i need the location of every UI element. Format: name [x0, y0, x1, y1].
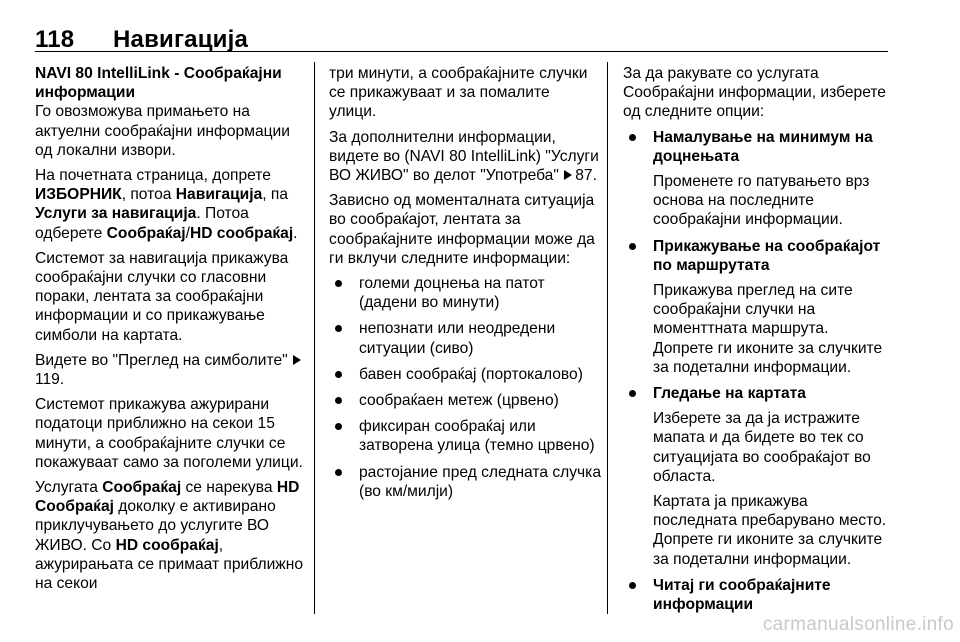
- column-3: [623, 64, 893, 621]
- bullet-icon: [335, 423, 342, 430]
- list-item: фиксиран сообраќај или затворена улица (темно црвено): [329, 417, 601, 455]
- paragraph-live-services-ref: За дополнителни информации, видете во (NAVI 80 IntelliLink) "Услуги ВО ЖИВО" во делот "Употреба" 87.: [329, 128, 599, 185]
- option-description-extra: Картата ја прикажува последната пребарувано место. Допрете ги иконите за случките за подетални информации.: [653, 493, 887, 568]
- paragraph-traffic-bar: Зависно од моменталната ситуација во сообраќајот, лентата за сообраќајните информации може да ги вклучи следните информации:: [329, 192, 595, 267]
- bullet-icon: [629, 134, 636, 141]
- list-item: бавен сообраќај (портокалово): [329, 365, 601, 384]
- column-2: [329, 64, 601, 508]
- page-reference-arrow-icon: [293, 355, 301, 365]
- column-divider-2: [607, 62, 608, 614]
- list-item: растојание пред следната случка (во км/милји): [329, 463, 601, 501]
- bullet-icon: [335, 280, 342, 287]
- option-description: Променете го патувањето врз основа на последните сообраќајни информации.: [653, 173, 870, 229]
- list-item: непознати или неодредени ситуации (сиво): [329, 319, 601, 357]
- options-list: [623, 128, 893, 615]
- option-title: Гледање на картата: [653, 385, 806, 403]
- list-item: [623, 384, 893, 569]
- list-item: [623, 237, 893, 377]
- paragraph-continuation: три минути, а сообраќајните случки се прикажуваат и за помалите улици.: [329, 65, 588, 121]
- section-heading: NAVI 80 IntelliLink - Сообраќајни информации: [35, 65, 282, 102]
- paragraph-intro: Го овозможува примањето на актуелни сообраќајни информации од локални извори.: [35, 103, 290, 159]
- page-number: 118: [35, 26, 75, 53]
- list-item: [623, 576, 893, 614]
- watermark: carmanualsonline.info: [762, 614, 954, 635]
- column-divider-1: [314, 62, 315, 614]
- option-title: Читај ги сообраќајните информации: [653, 576, 831, 614]
- option-title: Намалување на минимум на доцнењата: [653, 128, 873, 165]
- paragraph-system-display: Системот за навигација прикажува сообраќајни случки со гласовни пораки, лентата за сообраќајни информации и со прикажување симболи на картата.: [35, 249, 289, 344]
- header-rule: [35, 51, 888, 52]
- column-1: [35, 64, 307, 593]
- option-title: Прикажување на сообраќајот по маршрутата: [653, 237, 881, 274]
- bullet-icon: [629, 243, 636, 250]
- list-item: сообраќаен метеж (црвено): [329, 391, 601, 410]
- paragraph-navigation-path: На почетната страница, допрете ИЗБОРНИК, потоа Навигација, па Услуги за навигација. Потоа одберете Сообраќај/HD сообраќај.: [35, 167, 298, 242]
- bullet-icon: [335, 325, 342, 332]
- bullet-icon: [335, 371, 342, 378]
- page-title: Навигација: [113, 26, 249, 53]
- option-description: Прикажува преглед на сите сообраќајни случки на моменттната маршрута. Допрете ги иконите за случките за подетални информации.: [653, 282, 883, 376]
- list-item: големи доцнења на патот (дадени во минути): [329, 274, 601, 312]
- page-reference-arrow-icon: [564, 170, 572, 180]
- paragraph-see-symbols: Видете во "Преглед на симболите" 119.: [35, 351, 307, 389]
- bullet-icon: [629, 582, 636, 589]
- paragraph-options-intro: За да ракувате со услугата Сообраќајни информации, изберете од следните опции:: [623, 65, 886, 121]
- bullet-icon: [335, 397, 342, 404]
- traffic-info-list: [329, 274, 601, 501]
- paragraph-hd-traffic: Услугата Сообраќај се нарекува HD Сообраќај доколку е активирано приклучувањето до услугите ВО ЖИВО. Со HD сообраќај, ажурирањата се примаат приближно на секои: [35, 479, 304, 593]
- page-header: [35, 26, 248, 54]
- bullet-icon: [335, 469, 342, 476]
- list-item: [623, 128, 893, 230]
- bullet-icon: [629, 390, 636, 397]
- option-description: Изберете за да ја истражите мапата и да бидете во тек со ситуацијата во сообраќајот во областа.: [653, 410, 871, 485]
- paragraph-update-interval: Системот прикажува ажурирани податоци приближно на секои 15 минути, а сообраќајните случки се покажуваат само за поголеми улици.: [35, 396, 303, 471]
